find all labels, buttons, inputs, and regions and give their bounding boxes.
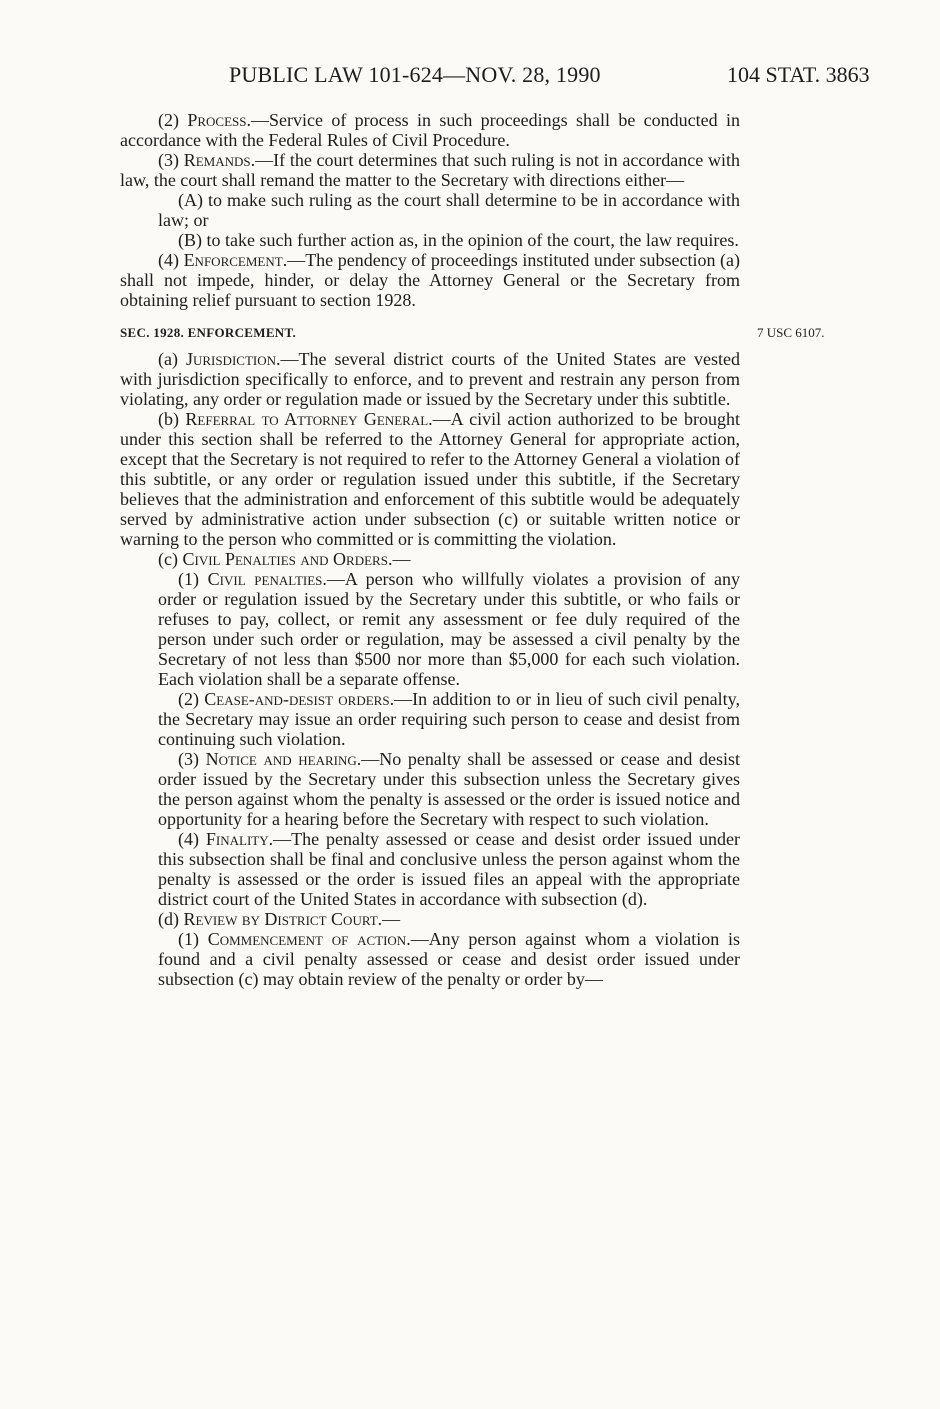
paragraph-2-process: (2) Process.—Service of process in such proceedings shall be conducted in accordance with the Federal Rules of Civil Procedure. xyxy=(120,110,740,150)
subsection-d-review: (d) Review by District Court.— xyxy=(158,909,401,929)
paragraph-heading: Civil penalties xyxy=(207,569,323,589)
paragraph-heading: Cease-and-desist orders xyxy=(204,689,390,709)
section-heading-row xyxy=(120,321,825,341)
paragraph-c-2-cease-and-desist: (2) Cease-and-desist orders.—In addition to or in lieu of such civil penalty, the Secretary may issue an order requiring such person to cease and desist from continuing such violation. xyxy=(158,689,740,749)
paragraph-c-1-civil-penalties: (1) Civil penalties.—A person who willfully violates a provision of any order or regulation issued by the Secretary under this subtitle, or who fails or refuses to pay, collect, or remit any assessment or fee duly required of the person under such order or regulation, may be assessed a civil penalty by the Secretary of not less than $500 nor more than $5,000 for each such violation. Each violation shall be a separate offense. xyxy=(158,569,740,689)
subparagraph-3-B: (B) to take such further action as, in the opinion of the court, the law requires. xyxy=(178,230,739,250)
section-heading: SEC. 1928. ENFORCEMENT. xyxy=(120,325,297,340)
paragraph-heading: Process xyxy=(187,110,247,130)
paragraph-4-enforcement: (4) Enforcement.—The pendency of proceedings instituted under subsection (a) shall not impede, hinder, or delay the Attorney General or the Secretary from obtaining relief pursuant to section 1928. xyxy=(120,250,740,310)
paragraph-heading: Finality xyxy=(205,829,269,849)
paragraph-d-1-commencement: (1) Commencement of action.—Any person against whom a violation is found and a civil penalty assessed or cease and desist order issued under subsection (c) may obtain review of the penalty or order by— xyxy=(158,929,740,989)
paragraph-heading: Notice and hearing xyxy=(205,749,357,769)
subsection-heading: Referral to Attorney General xyxy=(185,409,429,429)
stat-page-reference: 104 STAT. 3863 xyxy=(727,62,870,87)
paragraph-3-remands: (3) Remands.—If the court determines that such ruling is not in accordance with law, the court shall remand the matter to the Secretary with directions either— xyxy=(120,150,740,190)
subsection-a-jurisdiction: (a) Jurisdiction.—The several district courts of the United States are vested with jurisdiction specifically to enforce, and to prevent and restrain any person from violating, any order or regulation made or issued by the Secretary under this subtitle. xyxy=(120,349,740,409)
subparagraph-3-A: (A) to make such ruling as the court shall determine to be in accordance with law; or xyxy=(158,190,740,230)
running-head: PUBLIC LAW 101-624—NOV. 28, 1990 xyxy=(229,62,601,87)
paragraph-c-4-finality: (4) Finality.—The penalty assessed or cease and desist order issued under this subsection shall be final and conclusive unless the person against whom the penalty is assessed or the order is issued files an appeal with the appropriate district court of the United States in accordance with subsection (d). xyxy=(158,829,740,909)
paragraph-heading: Enforcement xyxy=(183,250,283,270)
paragraph-heading: Remands xyxy=(183,150,251,170)
usc-margin-note: 7 USC 6107. xyxy=(757,325,825,340)
statute-body xyxy=(120,110,825,989)
page-header xyxy=(0,62,940,92)
subsection-heading: Review by District Court xyxy=(183,909,378,929)
paragraph-heading: Commencement of action xyxy=(207,929,407,949)
subsection-b-referral: (b) Referral to Attorney General.—A civil action authorized to be brought under this section shall be referred to the Attorney General for appropriate action, except that the Secretary is not required to refer to the Attorney General a violation of this subtitle, or any order or regulation issued under this subtitle, if the Secretary believes that the administration and enforcement of this subtitle would be adequately served by administrative action under subsection (c) or suitable written notice or warning to the person who committed or is committing the violation. xyxy=(120,409,740,549)
subsection-c-civil-penalties: (c) Civil Penalties and Orders.— xyxy=(158,549,411,569)
subsection-heading: Jurisdiction xyxy=(185,349,276,369)
paragraph-c-3-notice-hearing: (3) Notice and hearing.—No penalty shall be assessed or cease and desist order issued by the Secretary under this subsection unless the Secretary gives the person against whom the penalty is assessed or the order is issued notice and opportunity for a hearing before the Secretary with respect to such violation. xyxy=(158,749,740,829)
subsection-heading: Civil Penalties and Orders xyxy=(182,549,388,569)
